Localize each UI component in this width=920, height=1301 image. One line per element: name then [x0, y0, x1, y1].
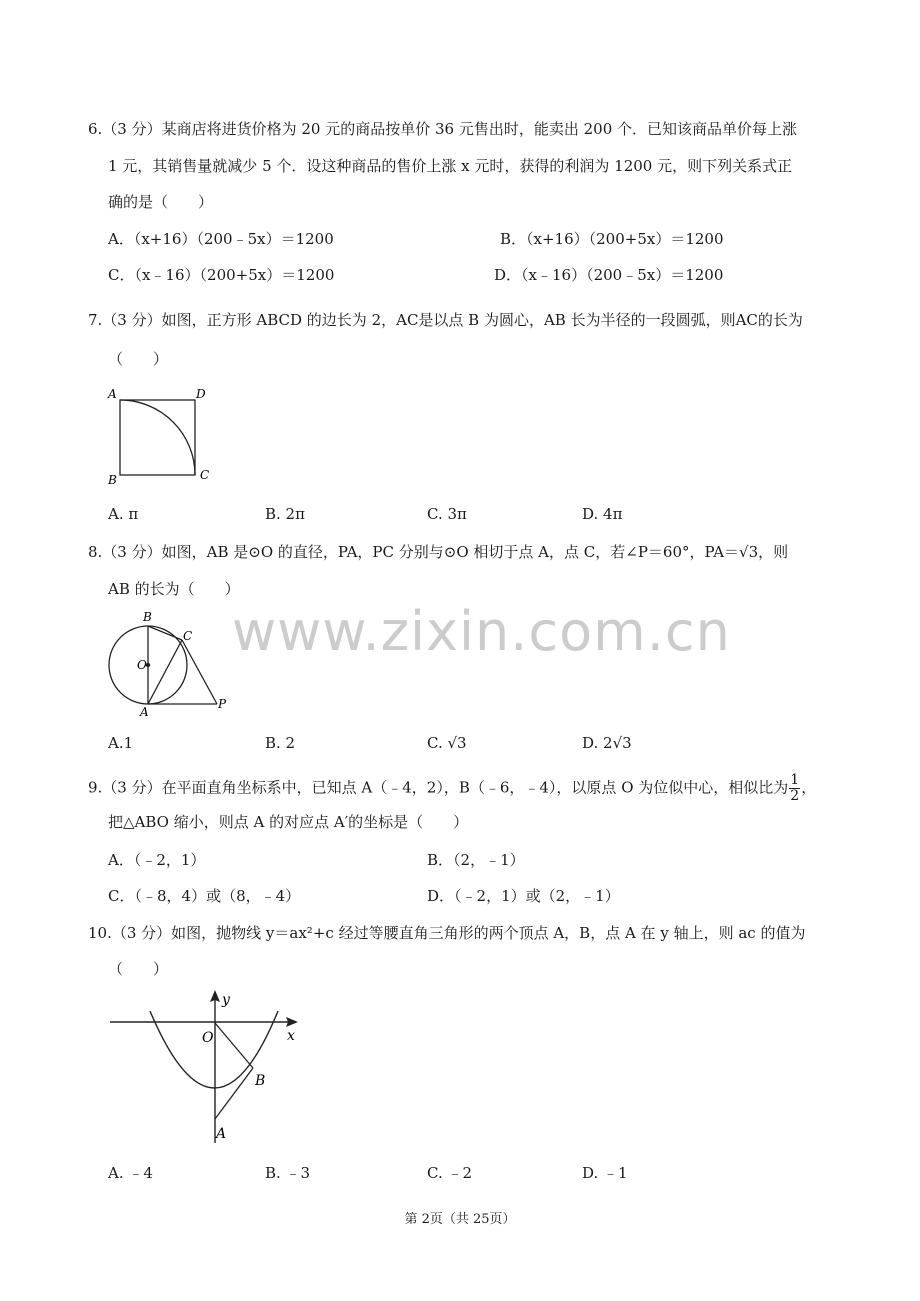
- q7-option-b: B. 2π: [265, 505, 305, 523]
- q10-line-2: （ ）: [108, 960, 169, 978]
- q7-line-1: 7.（3 分）如图，正方形 ABCD 的边长为 2，AC是以点 B 为圆心，AB 长为半径的一段圆弧，则AC的长为: [88, 311, 803, 329]
- q10-label-y: y: [222, 992, 230, 1008]
- q10-label-o: O: [202, 1030, 214, 1046]
- q7-label-a: A: [108, 387, 117, 401]
- q9-ratio-numerator: 1: [790, 772, 800, 788]
- q9-ratio-fraction: [789, 773, 800, 804]
- q7-label-c: C: [200, 468, 210, 482]
- q7-option-a: A. π: [108, 505, 139, 523]
- q9-line-1-text: 9.（3 分）在平面直角坐标系中，已知点 A（﹣4，2），B（﹣6，﹣4），以原点 O 为位似中心，相似比为: [88, 778, 789, 797]
- q6-line-1: 6.（3 分）某商店将进货价格为 20 元的商品按单价 36 元售出时，能卖出 200 个．已知该商品单价每上涨: [88, 120, 798, 138]
- q8-label-c: C: [183, 629, 193, 643]
- q8-figure-circle-tangents: [100, 608, 240, 718]
- q10-option-b: B. ﹣3: [265, 1164, 311, 1182]
- page-footer: 第 2页（共 25页）: [404, 1212, 516, 1227]
- q9-line-1: [88, 773, 816, 804]
- q8-label-b: B: [143, 610, 152, 624]
- q10-label-a: A: [216, 1126, 227, 1142]
- q6-option-c: C．（x﹣16）（200+5x）＝1200: [108, 266, 335, 284]
- q8-option-b: B. 2: [265, 734, 296, 752]
- q10-label-x: x: [287, 1028, 295, 1044]
- q7-option-c: C. 3π: [427, 505, 467, 523]
- q10-figure-parabola: [100, 985, 310, 1150]
- q7-line-2: （ ）: [108, 350, 169, 368]
- q9-option-c: C．（﹣8，4）或（8，﹣4）: [108, 887, 301, 905]
- q8-option-d: D. 2√3: [582, 734, 632, 752]
- q8-label-a: A: [140, 705, 149, 718]
- q7-figure-square-arc: [100, 383, 220, 485]
- q8-label-o: O: [137, 658, 147, 672]
- q9-option-b: B．（2，﹣1）: [427, 851, 525, 869]
- q7-label-b: B: [108, 473, 117, 485]
- q9-line-2: 把△ABO 缩小，则点 A 的对应点 A′的坐标是（ ）: [108, 813, 469, 831]
- q6-option-a: A．（x+16）（200﹣5x）＝1200: [108, 230, 334, 248]
- q8-option-a: A.1: [108, 734, 134, 752]
- q6-line-3: 确的是（ ）: [108, 193, 214, 211]
- q10-option-d: D. ﹣1: [582, 1164, 628, 1182]
- q8-line-1: 8.（3 分）如图，AB 是⊙O 的直径，PA，PC 分别与⊙O 相切于点 A，点 C，若∠P＝60°，PA＝√3，则: [88, 543, 789, 561]
- q8-option-c: C. √3: [427, 734, 467, 752]
- q6-option-b: B．（x+16）（200+5x）＝1200: [500, 230, 724, 248]
- q7-option-d: D. 4π: [582, 505, 623, 523]
- q9-ratio-denominator: 2: [790, 788, 800, 804]
- q10-option-a: A. ﹣4: [108, 1164, 153, 1182]
- q6-option-d: D．（x﹣16）（200﹣5x）＝1200: [494, 266, 724, 284]
- q9-option-a: A．（﹣2，1）: [108, 851, 206, 869]
- q10-line-1: 10.（3 分）如图，抛物线 y＝ax²+c 经过等腰直角三角形的两个顶点 A，B，点 A 在 y 轴上，则 ac 的值为: [88, 924, 806, 942]
- q10-option-c: C. ﹣2: [427, 1164, 473, 1182]
- q10-label-b: B: [255, 1073, 266, 1089]
- q7-label-d: D: [196, 387, 206, 401]
- q9-option-d: D．（﹣2，1）或（2，﹣1）: [427, 887, 620, 905]
- q9-line-1-end: ，: [801, 778, 817, 797]
- q8-label-p: P: [218, 697, 227, 711]
- q6-line-2: 1 元，其销售量就减少 5 个．设这种商品的售价上涨 x 元时，获得的利润为 1200 元，则下列关系式正: [108, 157, 793, 175]
- q8-line-2: AB 的长为（ ）: [108, 580, 240, 598]
- watermark: www.zixin.com.cn: [232, 600, 731, 663]
